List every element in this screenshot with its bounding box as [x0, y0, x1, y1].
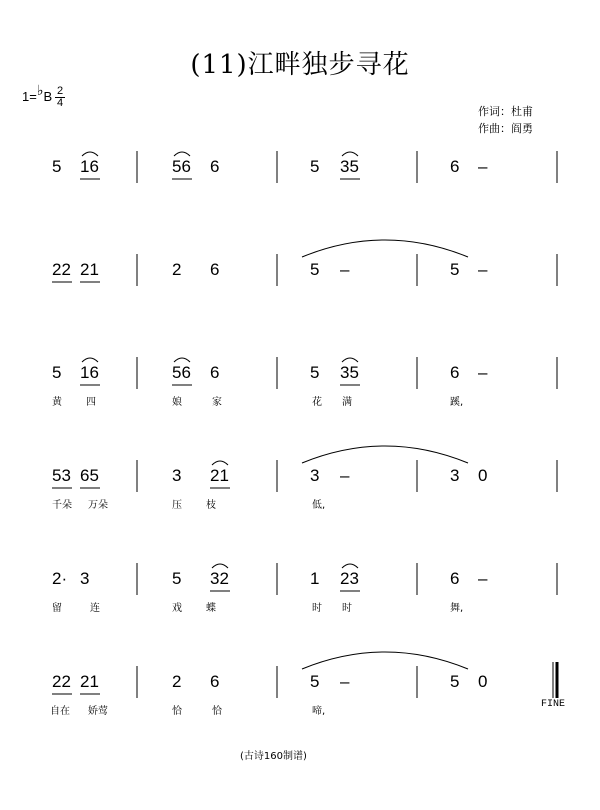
lyric: 时	[342, 603, 352, 614]
footer-note: (古诗160制谱)	[240, 751, 307, 762]
note: 22	[52, 260, 71, 279]
lyric: 蹊,	[450, 397, 464, 408]
composer-credit: 作曲：阎勇	[478, 122, 533, 135]
tie-arc	[302, 446, 468, 463]
slur-arc	[82, 152, 98, 156]
note: 5	[52, 157, 62, 176]
note: 6	[210, 260, 220, 279]
slur-arc	[82, 358, 98, 362]
note: 56	[172, 363, 191, 382]
slur-arc	[174, 152, 190, 156]
lyric: 恰	[212, 706, 222, 717]
note: 2	[172, 260, 182, 279]
note: 6	[450, 157, 460, 176]
lyric: 娇莺	[88, 706, 108, 717]
note: –	[478, 569, 488, 588]
time-bottom: 4	[56, 97, 64, 109]
note: –	[478, 363, 488, 382]
note: 35	[340, 363, 359, 382]
note: 6	[450, 363, 460, 382]
lyric: 四	[86, 397, 96, 408]
note: –	[478, 157, 488, 176]
note: 6	[210, 363, 220, 382]
lyric: 满	[342, 397, 352, 408]
tie-arc	[302, 652, 468, 669]
lyric: 千朵	[52, 500, 72, 511]
lyric: 枝	[206, 500, 216, 511]
note: 5	[450, 672, 460, 691]
note: 5	[310, 260, 320, 279]
lyric: 娘	[172, 397, 182, 408]
note: 6	[450, 569, 460, 588]
note: 23	[340, 569, 359, 588]
note: 3	[310, 466, 320, 485]
lyric: 低,	[312, 500, 326, 511]
lyric: 时	[312, 603, 322, 614]
note: 5	[52, 363, 62, 382]
note: 6	[210, 672, 220, 691]
lyric: 万朵	[88, 500, 108, 511]
lyric: 压	[172, 500, 182, 511]
note: 5	[172, 569, 182, 588]
flat-sign: ♭	[36, 82, 44, 98]
note: 6	[210, 157, 220, 176]
note: 3	[450, 466, 460, 485]
note: 5	[450, 260, 460, 279]
note: 2	[172, 672, 182, 691]
note: 21	[210, 466, 229, 485]
note: 0	[478, 466, 488, 485]
note: 1	[310, 569, 320, 588]
note: 32	[210, 569, 229, 588]
note: 5	[310, 157, 320, 176]
key-letter: B	[43, 89, 53, 104]
note: –	[340, 466, 350, 485]
lyricist-credit: 作词：杜甫	[478, 105, 533, 118]
slur-arc	[342, 358, 358, 362]
song-title: (11)江畔独步寻花	[190, 50, 410, 80]
note: 22	[52, 672, 71, 691]
lyric: 黄	[52, 397, 62, 408]
slur-arc	[342, 564, 358, 568]
note: 2·	[52, 569, 68, 588]
note: –	[478, 260, 488, 279]
lyric: 啼,	[312, 706, 326, 717]
note: 16	[80, 363, 99, 382]
note: 3	[172, 466, 182, 485]
lyric: 自在	[50, 706, 70, 717]
note: 5	[310, 672, 320, 691]
lyric: 连	[90, 603, 100, 614]
note: 5	[310, 363, 320, 382]
note: –	[340, 260, 350, 279]
note: 35	[340, 157, 359, 176]
note: 65	[80, 466, 99, 485]
slur-arc	[212, 564, 228, 568]
note: –	[340, 672, 350, 691]
note: 21	[80, 672, 99, 691]
lyric: 戏	[172, 603, 182, 614]
note: 0	[478, 672, 488, 691]
note: 21	[80, 260, 99, 279]
lyric: 蝶	[206, 603, 216, 614]
time-top: 2	[56, 85, 64, 97]
lyric: 花	[312, 397, 322, 408]
lyric: 舞,	[450, 603, 464, 614]
lyric: 家	[212, 397, 222, 408]
slur-arc	[174, 358, 190, 362]
lyric: 留	[52, 603, 62, 614]
slur-arc	[342, 152, 358, 156]
note: 16	[80, 157, 99, 176]
fine-mark: FINE	[541, 699, 566, 710]
tie-arc	[302, 240, 468, 257]
note: 56	[172, 157, 191, 176]
slur-arc	[212, 461, 228, 465]
lyric: 恰	[172, 706, 182, 717]
key-prefix: 1=	[22, 89, 37, 104]
note: 53	[52, 466, 71, 485]
note: 3	[80, 569, 90, 588]
